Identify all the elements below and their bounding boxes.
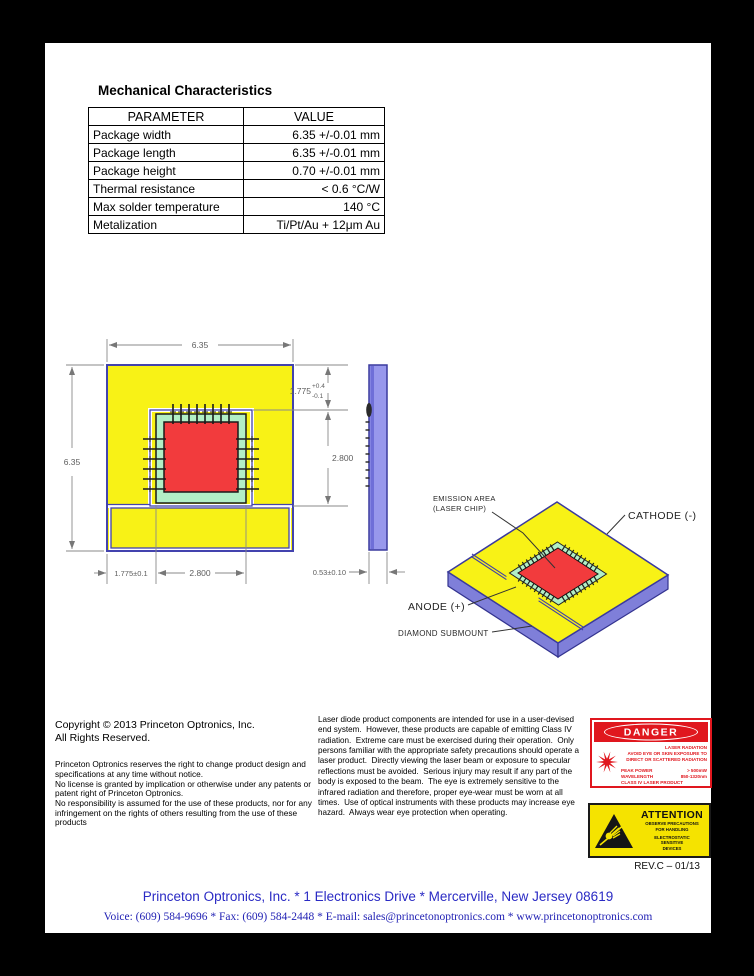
danger-title: DANGER [623, 726, 679, 738]
attention-line: DEVICES [662, 846, 682, 852]
table-row [89, 180, 385, 198]
value-cell: 140 °C [244, 198, 385, 216]
anode-strip [111, 508, 289, 548]
legal-text-column [55, 719, 317, 828]
dim-offset-bottom-left: 1.775±0.1 [114, 569, 148, 578]
dim-thickness: 0.53±0.10 [312, 568, 346, 577]
value-cell: 6.35 +/-0.01 mm [244, 126, 385, 144]
wavelength-value: 850-1320nm [680, 773, 707, 779]
table-header-row [89, 108, 385, 126]
section-title: Mechanical Characteristics [98, 83, 273, 98]
table-row [89, 144, 385, 162]
danger-label [590, 718, 712, 788]
dim-tol-plus: +0.4 [312, 383, 325, 390]
wavelength-label: WAVELENGTH [621, 773, 654, 779]
esd-hand-icon [593, 812, 635, 850]
danger-line: DIRECT OR SCATTERED RADIATION [626, 757, 707, 763]
label-laser-chip: (LASER CHIP) [433, 504, 487, 513]
label-emission-area: EMISSION AREA [433, 494, 496, 503]
table-header-value: VALUE [244, 108, 385, 126]
legal-paragraph: No license is granted by implication or otherwise under any patents or patent right of Princeton Optronics. [55, 778, 311, 799]
footer-address: Princeton Optronics, Inc. * 1 Electronics Drive * Mercerville, New Jersey 08619 [142, 889, 614, 904]
peak-power-value: > 500mW [686, 767, 707, 773]
param-cell: Package height [89, 162, 244, 180]
danger-body [592, 743, 710, 787]
table-row [89, 162, 385, 180]
attention-line: SENSITIVE [660, 840, 684, 846]
dim-submount-width: 2.800 [189, 568, 211, 578]
param-cell: Package width [89, 126, 244, 144]
legal-paragraph: Princeton Optronics reserves the right to change product design and specifications at any time without notice. [55, 759, 306, 779]
danger-banner [594, 722, 708, 742]
footer-contact: Voice: (609) 584-9696 * Fax: (609) 584-2448 * E-mail: sales@princetonoptronics.com * www.princetonoptronics.com [103, 911, 653, 923]
side-dim-lines [349, 552, 405, 584]
label-cathode: CATHODE (-) [628, 510, 697, 522]
value-cell: < 0.6 °C/W [244, 180, 385, 198]
table-header-parameter: PARAMETER [89, 108, 244, 126]
danger-line: AVOID EYE OR SKIN EXPOSURE TO [627, 751, 707, 757]
legal-paragraph: No responsibility is assumed for the use of these products, nor for any infringement on the rights of others resulting from the use of these products [55, 798, 312, 828]
value-cell: 0.70 +/-0.01 mm [244, 162, 385, 180]
revision-text: REV.C – 01/13 [634, 861, 700, 872]
attention-line: FOR HANDLING [655, 826, 689, 832]
dim-package-height: 6.35 [63, 457, 81, 467]
attention-text-block [638, 809, 706, 852]
value-cell: Ti/Pt/Au + 12μm Au [244, 216, 385, 234]
attention-title: ATTENTION [641, 809, 703, 821]
copyright-block [55, 719, 317, 745]
laser-class-line: CLASS IV LASER PRODUCT [621, 780, 684, 786]
dim-submount-height: 2.800 [332, 453, 354, 463]
param-cell: Thermal resistance [89, 180, 244, 198]
danger-line: LASER RADIATION [664, 745, 707, 750]
dim-package-width: 6.35 [191, 340, 209, 350]
dim-tol-minus: -0.1 [312, 393, 324, 400]
side-view-drawing [313, 365, 405, 584]
copyright-line1: Copyright © 2013 Princeton Optronics, Inc. [55, 719, 255, 731]
param-cell: Package length [89, 144, 244, 162]
laser-starburst-icon [595, 750, 619, 774]
table-row [89, 216, 385, 234]
wire-loop-profile [366, 403, 372, 417]
iso-view-drawing [398, 494, 696, 657]
datasheet-page [45, 43, 711, 933]
label-diamond-submount: DIAMOND SUBMOUNT [398, 629, 489, 638]
attention-line: ELECTROSTATIC [654, 834, 690, 840]
spec-row [621, 780, 707, 786]
danger-warning-lines [619, 745, 707, 764]
table-row [89, 126, 385, 144]
package-drawing [50, 318, 714, 663]
peak-power-label: PEAK POWER [621, 767, 653, 773]
top-view-drawing [64, 339, 354, 584]
table-row [89, 198, 385, 216]
laser-safety-text: Laser diode product components are intended for use in a user-devised end system. However, these products are capable of emitting Class IV radiation. Extreme care must be exercised during their operation. Only persons familiar with the appropriate safety precautions should operate a laser product. Directly viewing the laser beam or exposure to specular reflections must be avoided. Serious injury may result if any part of the body is exposed to the beam. The eye is extremely sensitive to the infrared radiation and therefore, proper eye-wear must be worn at all times. Use of optical instruments with these products may increase eye hazard. Always wear eye protection when operating. [318, 715, 582, 818]
attention-line: OBSERVE PRECAUTIONS [645, 821, 699, 826]
danger-oval [604, 724, 698, 741]
laser-chip [164, 422, 238, 492]
danger-text-block [619, 745, 707, 787]
attention-label [588, 803, 711, 858]
param-cell: Metalization [89, 216, 244, 234]
side-profile-shade [371, 366, 375, 549]
dim-offset-top: 1.775 [289, 386, 311, 396]
label-anode: ANODE (+) [408, 601, 465, 613]
value-cell: 6.35 +/-0.01 mm [244, 144, 385, 162]
copyright-line2: All Rights Reserved. [55, 732, 151, 745]
danger-specs [619, 768, 707, 787]
mechanical-characteristics-table [88, 107, 385, 234]
param-cell: Max solder temperature [89, 198, 244, 216]
